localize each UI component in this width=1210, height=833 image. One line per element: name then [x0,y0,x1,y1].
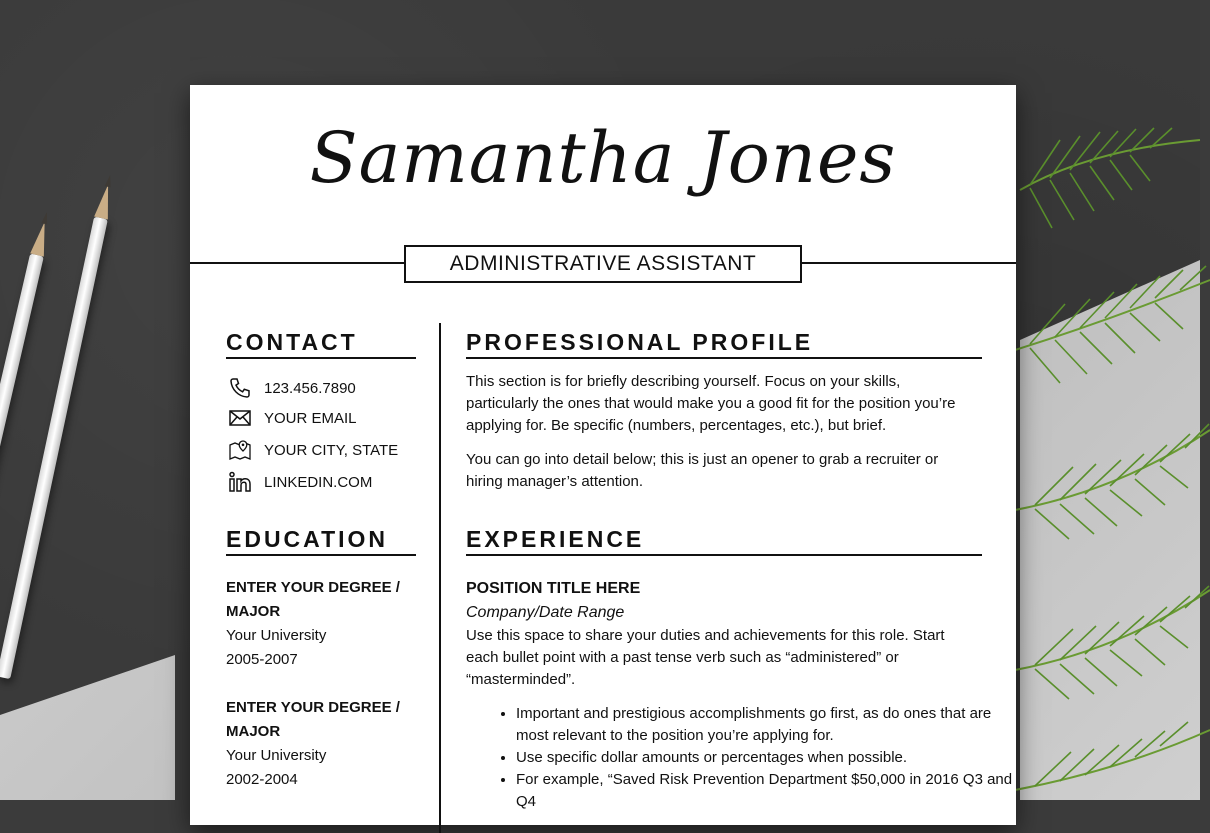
years: 2002-2004 [226,771,298,788]
section-heading-education: EDUCATION [226,527,416,556]
list-item: • Important and prestigious accomplishments go first, as do ones that are most relevant to the position you’re applying for. [516,703,1016,747]
degree: ENTER YOUR DEGREE / [226,699,400,716]
contact-email-text: YOUR EMAIL [264,409,357,427]
contact-linkedin-text: LINKEDIN.COM [264,473,373,491]
contact-linkedin [226,469,372,495]
accomplishments-list [466,703,1016,813]
list-item: • Use specific dollar amounts or percentages when possible. [516,747,1016,769]
map-pin-icon [226,437,254,463]
contact-phone-text: 123.456.7890 [264,379,356,397]
contact-location-text: YOUR CITY, STATE [264,441,399,459]
title-rule-right [802,262,1016,264]
envelope-icon [226,405,254,431]
experience-description: Use this space to share your duties and achievements for this role. Start each bullet point with a past tense verb such as “administered” or “masterminded”. [466,627,945,688]
degree-major: MAJOR [226,723,281,740]
fern-leaves [1010,130,1210,810]
profile-paragraph: This section is for briefly describing yourself. Focus on your skills, particularly the ones that would make you a good fit for the position you’re applying for. Be specific (numbers, percentages, etc.), but brief. [466,373,956,434]
section-heading-profile: PROFESSIONAL PROFILE [466,330,982,359]
school: Your University [226,627,327,644]
resume-page [190,85,1016,825]
position-title: POSITION TITLE HERE [466,580,641,597]
section-heading-experience: EXPERIENCE [466,527,982,556]
title-rule-left [190,262,404,264]
school: Your University [226,747,327,764]
job-title: ADMINISTRATIVE ASSISTANT [404,245,802,283]
contact-location [226,437,398,463]
years: 2005-2007 [226,651,298,668]
degree: ENTER YOUR DEGREE / [226,579,400,596]
linkedin-icon [226,469,254,495]
contact-email [226,405,357,431]
section-heading-contact: CONTACT [226,330,416,359]
company-date-range: Company/Date Range [466,604,625,621]
education-entry [226,696,406,792]
list-item: • For example, “Saved Risk Prevention Department $50,000 in 2016 Q3 and Q4 [516,769,1016,813]
education-entry [226,576,406,672]
resume-name: Samantha Jones [309,117,897,199]
profile-paragraph: You can go into detail below; this is just an opener to grab a recruiter or hiring manager’s attention. [466,451,939,490]
contact-phone [226,375,356,401]
degree-major: MAJOR [226,603,281,620]
column-divider [439,323,441,833]
phone-icon [226,375,254,401]
